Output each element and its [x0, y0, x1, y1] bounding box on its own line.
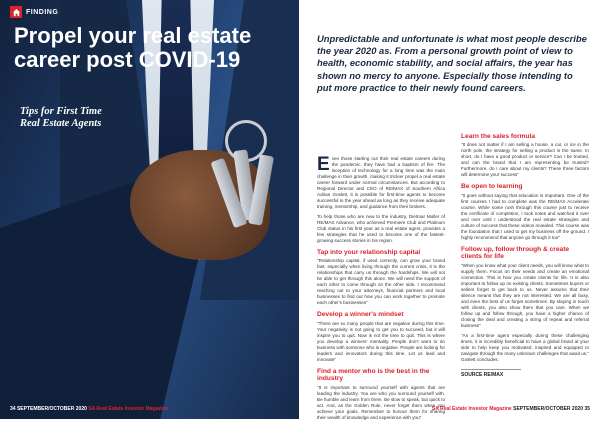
section-heading: Develop a winner's mindset	[317, 311, 404, 319]
footer-magazine-right: SA Real Estate Investor Magazine	[431, 406, 512, 412]
subtitle: Tips for First Time Real Estate Agents	[20, 106, 102, 129]
paragraph: "Relationship capital, if used correctly, can grow your brand fast, especially when living through the current crisis, it is the relationships that carry us through the hardships. We will not be able to get through this alone. We will need the support of each other to come through on the other side. I recommend reaching out to your attorneys, financial partners and local businesses to find out how you can work together to promote each other's businesses"	[317, 258, 445, 306]
footer-magazine-left: SA Real Estate Investor Magazine	[88, 406, 169, 412]
section-heading: Follow up, follow through & create clients for life	[461, 245, 570, 261]
page-number-left: 34	[10, 406, 16, 412]
paragraph	[317, 156, 445, 210]
footer-date-right: SEPTEMBER/OCTOBER 2020	[513, 406, 584, 412]
intro-paragraph: Unpredictable and unfortunate is what most people describe the year 2020 as. From a personal growth point of view to health, economic stability, and social affairs, the year has shown no mercy to anyone. Especially those intending to put more practice to their newly found careers.	[317, 33, 587, 93]
drop-cap: E	[317, 154, 330, 175]
footer-right	[432, 406, 590, 412]
paragraph: To help those who are new to the industry, Dietmar Muller of RE/MAX Advance, who achieved Premiere Club and Platinum Club status in his first year as a real estate agent, provides a few strategies that he used to become one of the fastest-growing success stories in his region.	[317, 214, 445, 243]
footer-left	[10, 406, 168, 412]
section-heading: Be open to learning	[461, 183, 523, 191]
paragraph: "There are so many people that are negative during this time. Your negativity is not going to get you to succeed, but it will inspire you to quit. Now is not the time to quit. This is where you develop a winners' mentality. People don't want to do business with someone who is negative. People are looking for leaders and innovators during this time. Let us lead and innovate"	[317, 320, 445, 362]
paragraph: "It is important to surround yourself with agents that are leading the industry. You are who you surround yourself with. Be humble and learn from them. Be slow to speak, but quick to act. And, as the Golden Rule, never forget them when you achieve your goals. Remember to honour them for sharing their wealth of knowledge and experience with you"	[317, 384, 445, 420]
footer-date-left: SEPTEMBER/OCTOBER 2020	[16, 406, 87, 412]
source-credit: SOURCE RE/MAX	[461, 369, 521, 378]
article-column-2	[461, 128, 589, 378]
page-title: Propel your real estate career post COVID-19	[14, 23, 252, 72]
paragraph: "It does not matter if I am selling a house, a car, or ice in the north pole, the strategy for selling a product is the same. In short, do I have a good product or service? Can I be trusted, and can the brand that I am representing be trusted? Furthermore, do I care about my clients? These three factors will determine your success"	[461, 142, 589, 178]
paragraph-text: ven those starting out their real estate careers during the pandemic, they have had a baptism of fire. The inception of technology for a long time was the main challenge in their growth, making it trickier propel a real estate career forward under normal circumstances. But according to Regional Director and CEO of RE/MAX of Southern Africa Adrian Goslett, it is possible for first-time agents to become successful in the year ahead as long as they receive adequate training, mentorship, and guidance from their brokers.	[317, 156, 445, 209]
section-heading: Find a mentor who is the best in the industry	[317, 367, 430, 383]
article-column-1	[317, 156, 445, 425]
home-icon	[10, 6, 22, 18]
section-label: FINDING	[26, 8, 59, 16]
paragraph: "When you know what your client needs, you will know what to supply them. Focus on their needs and create an emotional connection. This is how you create clients for life. It is also important to follow up on existing clients. Sometimes buyers or sellers forget to get back to us. Never assume that their silence means that they are not interested. We are all busy, and even the best of us forget sometimes. By staying in touch with clients, you also show them that you care. When we follow up and follow through, you have a higher chance of closing the deal and creating a string of repeat and referral business"	[461, 262, 589, 328]
section-tag	[10, 6, 58, 18]
section-heading: Tap into your relationship capital	[317, 249, 421, 256]
section-heading: Learn the sales formula	[461, 133, 536, 140]
paragraph: "It goes without saying that education is important. One of the first courses I had to complete was the RE/MAX Accelerate course. While some rush through this course just to receive the certificate of completion, I took notes and watched it over and over until I understood the real estate strategies and culture of success that these videos revealed. This course was the foundation that I used to get my business off the ground. I highly recommend that anyone go through it too"	[461, 192, 589, 240]
paragraph: "As a first-time agent especially during these challenging times, it is incredibly beneficial to have a global brand at your side to help keep you motivated, inspired and equipped to navigate through the many unknown challenges that await us," Goslett concludes.	[461, 332, 589, 362]
page-number-right: 35	[584, 406, 590, 412]
